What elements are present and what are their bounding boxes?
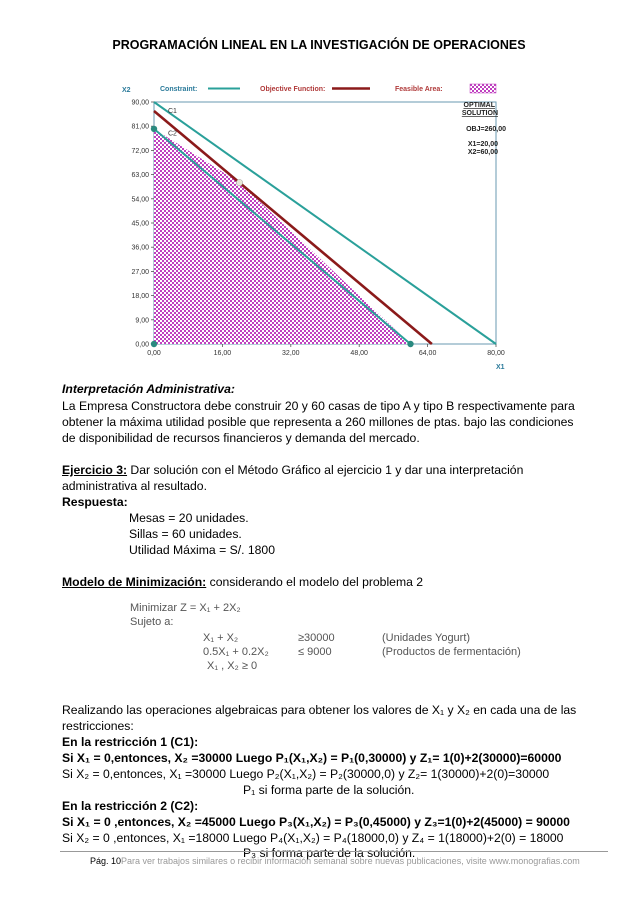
y-tick-label: 36,00 xyxy=(131,244,149,252)
optimal-title-1: OPTIMAL xyxy=(463,102,495,109)
corner-point xyxy=(151,126,157,132)
ops-c2-c: P₃ si forma parte de la solución. xyxy=(243,846,416,860)
x-tick-label: 80,00 xyxy=(487,350,505,357)
model-r1-lhs: X₁ + X₂ xyxy=(203,632,239,644)
model-objective: Minimizar Z = X₁ + 2X₂ xyxy=(130,602,241,614)
model-r2-rhs: ≤ 9000 xyxy=(298,646,332,658)
ops-c2-b: Si X₂ = 0 ,entonces, X₁ =18000 Luego P₄(X₁,X₂) = P₄(18000,0) y Z₄ = 1(18000)+2(0) = 18000 xyxy=(62,831,564,845)
model-r2-desc: (Productos de fermentación) xyxy=(382,646,521,658)
interp-line-3: de disponibilidad de recursos financieros y demanda del mercado. xyxy=(62,431,420,445)
x-axis-label: X1 xyxy=(496,364,505,371)
model-r3: X₁ , X₂ ≥ 0 xyxy=(207,660,258,672)
interp-line-2: obtener la máxima utilidad posible que representa a 260 millones de ptas. bajo las condiciones xyxy=(62,415,574,429)
ej3-line-1 xyxy=(62,462,523,478)
y-tick-label: 27,00 xyxy=(131,268,149,276)
x-tick-label: 32,00 xyxy=(282,350,300,357)
y-tick-label: 72,00 xyxy=(131,147,149,155)
corner-point xyxy=(151,341,157,347)
ops-c1-title: En la restricción 1 (C1): xyxy=(62,735,199,749)
y-tick-label: 45,00 xyxy=(131,220,149,228)
optimal-x2: X2=60,00 xyxy=(467,149,498,156)
optimal-obj: OBJ=260,00 xyxy=(466,126,506,133)
legend-objective-label: Objective Function: xyxy=(260,86,326,93)
min-label: Modelo de Minimización: xyxy=(62,575,207,589)
ops-c2-title: En la restricción 2 (C2): xyxy=(62,799,199,813)
x-tick-label: 64,00 xyxy=(418,350,437,357)
y-tick-label: 63,00 xyxy=(131,172,149,180)
model-r1-rhs: ≥30000 xyxy=(298,632,335,644)
c1-label: C1 xyxy=(168,107,177,115)
y-tick-label: 9,00 xyxy=(135,317,149,325)
ops-line-1: Realizando las operaciones algebraicas para obtener los valores de X₁ y X₂ en cada una de las xyxy=(62,703,577,717)
y-tick-label: 90,00 xyxy=(131,99,149,107)
y-tick-label: 18,00 xyxy=(131,293,149,301)
y-tick-label: 0,00 xyxy=(135,341,149,349)
ej3-line-2: administrativa al resultado. xyxy=(62,479,207,493)
ops-c1-c: P₁ si forma parte de la solución. xyxy=(243,783,415,797)
ej3-label: Ejercicio 3: xyxy=(62,463,128,477)
footer-link-text[interactable]: Para ver trabajos similares o recibir información semanal sobre nuevas publicaciones, visite www.monografias.com xyxy=(121,856,580,866)
ej3-text: Dar solución con el Método Gráfico al ejercicio 1 y dar una interpretación xyxy=(127,463,524,477)
interp-line-1: La Empresa Constructora debe construir 20 y 60 casas de tipo A y tipo B respectivamente para xyxy=(62,399,575,413)
ej3-respuesta: Respuesta: xyxy=(62,495,128,509)
legend-feasible-label: Feasible Area: xyxy=(395,86,443,93)
optimal-title-2: SOLUTION xyxy=(461,110,498,117)
model-r2-lhs: 0.5X₁ + 0.2X₂ xyxy=(203,646,269,658)
optimal-x1: X1=20,00 xyxy=(467,141,498,148)
interp-title: Interpretación Administrativa: xyxy=(62,382,235,396)
ops-c2-a: Si X₁ = 0 ,entonces, X₂ =45000 Luego P₃(X₁,X₂) = P₃(0,45000) y Z₃=1(0)+2(45000) = 90000 xyxy=(62,815,570,829)
y-tick-label: 81,00 xyxy=(131,123,149,131)
page-header: PROGRAMACIÓN LINEAL EN LA INVESTIGACIÓN DE OPERACIONES xyxy=(112,38,526,52)
model-r1-desc: (Unidades Yogurt) xyxy=(382,632,471,644)
legend-constraint-label: Constraint: xyxy=(160,86,198,93)
ops-line-2: restricciones: xyxy=(62,719,134,733)
min-heading xyxy=(62,574,423,590)
ops-c1-b: Si X₂ = 0,entonces, X₁ =30000 Luego P₂(X₁,X₂) = P₂(30000,0) y Z₂= 1(30000)+2(0)=30000 xyxy=(62,767,550,781)
ej3-mesas: Mesas = 20 unidades. xyxy=(129,511,249,525)
x-tick-label: 48,00 xyxy=(350,350,368,357)
ops-c1-a: Si X₁ = 0,entonces, X₂ =30000 Luego P₁(X₁,X₂) = P₁(0,30000) y Z₁= 1(0)+2(30000)=60000 xyxy=(62,751,562,765)
lp-graph xyxy=(112,82,512,372)
ej3-utilidad: Utilidad Máxima = S/. 1800 xyxy=(129,543,275,557)
corner-point xyxy=(407,341,413,347)
y-tick-label: 54,00 xyxy=(131,196,149,204)
model-subject: Sujeto a: xyxy=(130,616,174,628)
x-tick-label: 16,00 xyxy=(213,350,232,357)
c2-label: C2 xyxy=(168,130,177,138)
optimal-point xyxy=(236,179,242,185)
footer-page: Pág. 10 xyxy=(90,856,122,866)
ej3-sillas: Sillas = 60 unidades. xyxy=(129,527,242,541)
footer-rule xyxy=(60,851,608,852)
legend-feasible-swatch xyxy=(470,84,496,93)
min-text: considerando el modelo del problema 2 xyxy=(206,575,424,589)
y-axis-label: X2 xyxy=(122,87,131,94)
x-tick-label: 0,00 xyxy=(147,350,161,357)
page-footer xyxy=(90,856,580,866)
